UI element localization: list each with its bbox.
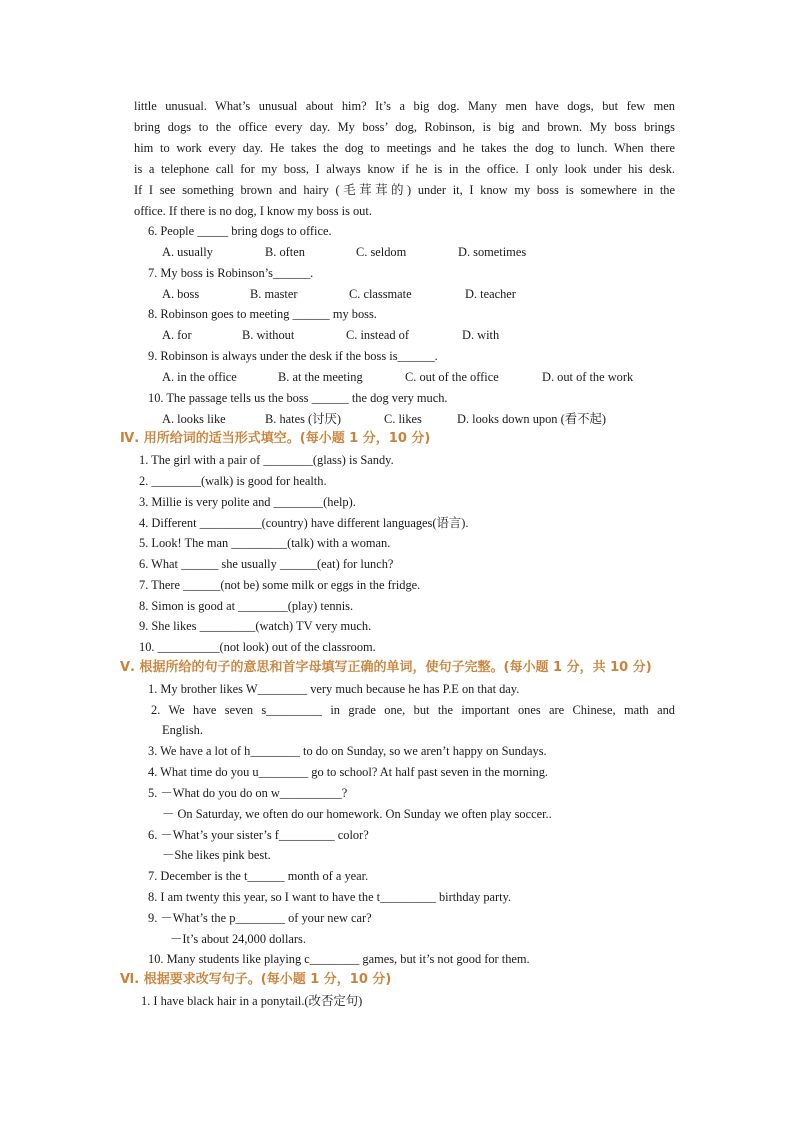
section-4-item: 5. Look! The man _________(talk) with a woman.	[139, 536, 391, 550]
option-d: D. with	[462, 328, 500, 342]
section-4-item: 9. She likes _________(watch) TV very much.	[139, 619, 372, 633]
option-b: B. often	[265, 245, 305, 259]
reading-question-8: 8. Robinson goes to meeting ______ my boss.	[148, 307, 377, 321]
section-5-item: 6. －What’s your sister’s f_________ color?	[148, 828, 369, 842]
section-5-item: 9. －What’s the p________ of your new car?	[148, 911, 372, 925]
section-4-item: 4. Different __________(country) have different languages(语言).	[139, 516, 469, 530]
section-4-item: 2. ________(walk) is good for health.	[139, 474, 327, 488]
option-d: D. out of the work	[542, 370, 634, 384]
option-a: A. looks like	[162, 412, 226, 426]
section-4-item: 10. __________(not look) out of the classroom.	[139, 640, 376, 654]
passage-line: office. If there is no dog, I know my boss is out.	[134, 203, 372, 218]
section-5-item: 1. My brother likes W________ very much because he has P.E on that day.	[148, 682, 520, 696]
reading-question-9: 9. Robinson is always under the desk if the boss is______.	[148, 349, 438, 363]
option-a: A. for	[162, 328, 192, 342]
option-d: D. looks down upon (看不起)	[457, 412, 607, 426]
section-4-item: 1. The girl with a pair of ________(glass) is Sandy.	[139, 453, 394, 467]
section-4-heading: Ⅳ. 用所给词的适当形式填空。(每小题 1 分，10 分)	[120, 431, 431, 446]
passage-line: If I see something brown and hairy (毛茸茸的) under it, I know my boss is somewhere in the	[134, 182, 675, 197]
reading-question-10: 10. The passage tells us the boss ______ the dog very much.	[148, 391, 448, 405]
option-a: A. in the office	[162, 370, 237, 384]
reading-question-6: 6. People _____ bring dogs to office.	[148, 224, 332, 238]
option-c: C. seldom	[356, 245, 407, 259]
option-a: A. usually	[162, 245, 213, 259]
section-4-item: 6. What ______ she usually ______(eat) for lunch?	[139, 557, 394, 571]
section-5-item: 7. December is the t______ month of a year.	[148, 869, 369, 883]
passage-line: him to work every day. He takes the dog to meetings and he takes the dog to lunch. When there	[134, 140, 675, 155]
option-c: C. classmate	[349, 287, 412, 301]
section-5-item: 4. What time do you u________ go to school? At half past seven in the morning.	[148, 765, 549, 779]
section-4-item: 3. Millie is very polite and ________(help).	[139, 495, 356, 509]
section-4-item: 7. There ______(not be) some milk or eggs in the fridge.	[139, 578, 421, 592]
option-c: C. instead of	[346, 328, 409, 342]
reading-passage	[134, 96, 675, 221]
section-5-item-continued: English.	[162, 723, 203, 737]
option-c: C. likes	[384, 412, 422, 426]
option-b: B. master	[250, 287, 298, 301]
passage-line: is a telephone call for my boss, I always know if he is in the office. I only look under his desk.	[134, 161, 675, 176]
section-5-answer: － On Saturday, we often do our homework. On Sunday we often play soccer..	[162, 807, 552, 821]
section-5-answer: －She likes pink best.	[162, 848, 271, 862]
option-d: D. teacher	[465, 287, 516, 301]
section-5-item: 3. We have a lot of h________ to do on Sunday, so we aren’t happy on Sundays.	[148, 744, 547, 758]
option-b: B. hates (讨厌)	[265, 412, 342, 426]
passage-line: little unusual. What’s unusual about him? It’s a big dog. Many men have dogs, but few men	[134, 99, 675, 113]
section-5-heading: Ⅴ. 根据所给的句子的意思和首字母填写正确的单词，使句子完整。(每小题 1 分，共 10 分)	[120, 660, 652, 675]
section-6-heading: Ⅵ. 根据要求改写句子。(每小题 1 分，10 分)	[120, 972, 392, 987]
option-b: B. at the meeting	[278, 370, 363, 384]
section-6-item: 1. I have black hair in a ponytail.(改否定句)	[141, 994, 363, 1008]
option-d: D. sometimes	[458, 245, 527, 259]
option-a: A. boss	[162, 287, 200, 301]
section-5-item: 10. Many students like playing c________ games, but it’s not good for them.	[148, 952, 530, 966]
section-5-item: 2. We have seven s_________ in grade one, but the important ones are Chinese, math and	[151, 703, 675, 717]
section-4-item: 8. Simon is good at ________(play) tennis.	[139, 599, 354, 613]
reading-question-7: 7. My boss is Robinson’s______.	[148, 266, 314, 280]
section-5-answer: －It’s about 24,000 dollars.	[170, 932, 306, 946]
passage-line: bring dogs to the office every day. My boss’ dog, Robinson, is big and brown. My boss brings	[134, 119, 675, 134]
section-5-item: 8. I am twenty this year, so I want to have the t_________ birthday party.	[148, 890, 512, 904]
option-c: C. out of the office	[405, 370, 499, 384]
option-b: B. without	[242, 328, 295, 342]
section-5-item: 5. －What do you do on w__________?	[148, 786, 348, 800]
